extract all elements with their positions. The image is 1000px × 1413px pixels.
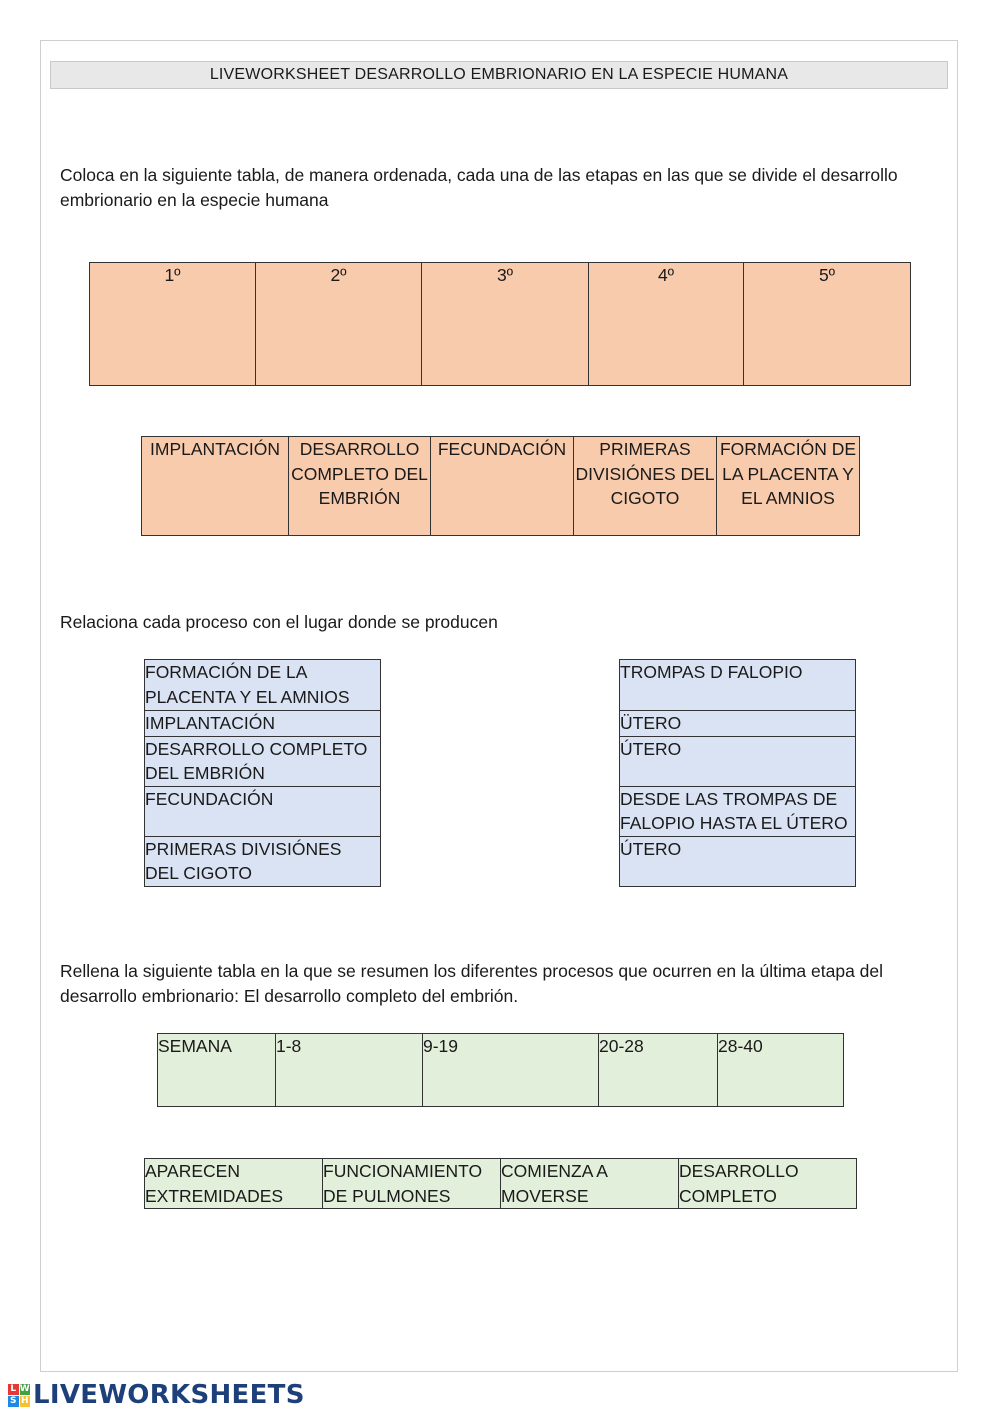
place-item[interactable]: ÜTERO <box>620 711 856 737</box>
process-item[interactable]: PRIMERAS DIVISIÓNES DEL CIGOTO <box>145 836 381 886</box>
process-item[interactable]: FORMACIÓN DE LA PLACENTA Y EL AMNIOS <box>145 660 381 711</box>
place-item[interactable]: TROMPAS D FALOPIO <box>620 660 856 711</box>
stage-card[interactable]: FECUNDACIÓN <box>431 437 574 536</box>
stage-card[interactable]: IMPLANTACIÓN <box>142 437 289 536</box>
instruction-match-places: Relaciona cada proceso con el lugar donde se producen <box>60 612 498 632</box>
instruction-order-stages: Coloca en la siguiente tabla, de manera ordenada, cada una de las etapas en las que se divide el desarrollo embrionario en la especie humana <box>60 165 898 210</box>
logo-badge-icon <box>8 1384 30 1406</box>
stages-word-bank <box>141 436 860 536</box>
logo-square: H <box>20 1396 29 1406</box>
weeks-table <box>157 1033 844 1107</box>
event-card[interactable]: APARECEN EXTREMIDADES <box>145 1159 323 1209</box>
logo-text: LIVEWORKSHEETS <box>33 1380 305 1410</box>
order-slot[interactable] <box>256 263 422 386</box>
events-word-bank <box>144 1158 857 1209</box>
stage-card[interactable]: FORMACIÓN DE LA PLACENTA Y EL AMNIOS <box>717 437 860 536</box>
instruction-weeks: Rellena la siguiente tabla en la que se resumen los diferentes procesos que ocurren en la última etapa del desarrollo embrionario: El desarrollo completo del embrión. <box>60 961 884 1006</box>
order-header: 4º <box>657 265 675 285</box>
order-slot[interactable] <box>422 263 589 386</box>
processes-table <box>144 659 381 887</box>
order-slot[interactable] <box>589 263 744 386</box>
week-label: SEMANA <box>158 1034 276 1107</box>
week-range: 9-19 <box>423 1036 459 1056</box>
logo-square: W <box>19 1384 30 1394</box>
event-card[interactable]: COMIENZA A MOVERSE <box>501 1159 679 1209</box>
week-range-slot[interactable] <box>423 1034 599 1107</box>
order-slot[interactable] <box>90 263 256 386</box>
order-header: 1º <box>164 265 181 285</box>
order-table <box>89 262 911 386</box>
place-item[interactable]: DESDE LAS TROMPAS DE FALOPIO HASTA EL ÚTERO <box>620 786 856 836</box>
event-card[interactable]: FUNCIONAMIENTO DE PULMONES <box>323 1159 501 1209</box>
week-range: 28-40 <box>718 1036 763 1056</box>
order-slot[interactable] <box>744 263 911 386</box>
place-item[interactable]: ÚTERO <box>620 836 856 886</box>
page-title: LIVEWORKSHEET DESARROLLO EMBRIONARIO EN LA ESPECIE HUMANA <box>50 61 948 89</box>
week-range-slot[interactable] <box>276 1034 423 1107</box>
week-range: 20-28 <box>599 1036 644 1056</box>
logo-square: L <box>8 1384 19 1395</box>
week-range: 1-8 <box>276 1036 302 1056</box>
places-table <box>619 659 856 887</box>
process-item[interactable]: DESARROLLO COMPLETO DEL EMBRIÓN <box>145 736 381 786</box>
liveworksheets-logo[interactable] <box>8 1381 305 1409</box>
place-item[interactable]: ÚTERO <box>620 736 856 786</box>
stage-card[interactable]: DESARROLLO COMPLETO DEL EMBRIÓN <box>289 437 431 536</box>
logo-square: S <box>8 1396 19 1407</box>
week-range-slot[interactable] <box>599 1034 718 1107</box>
process-item[interactable]: FECUNDACIÓN <box>145 786 381 836</box>
order-header: 2º <box>330 265 347 285</box>
event-card[interactable]: DESARROLLO COMPLETO <box>679 1159 857 1209</box>
week-range-slot[interactable] <box>718 1034 844 1107</box>
order-header: 3º <box>496 265 514 285</box>
stage-card[interactable]: PRIMERAS DIVISIÓNES DEL CIGOTO <box>574 437 717 536</box>
order-header: 5º <box>818 265 836 285</box>
process-item[interactable]: IMPLANTACIÓN <box>145 711 381 737</box>
